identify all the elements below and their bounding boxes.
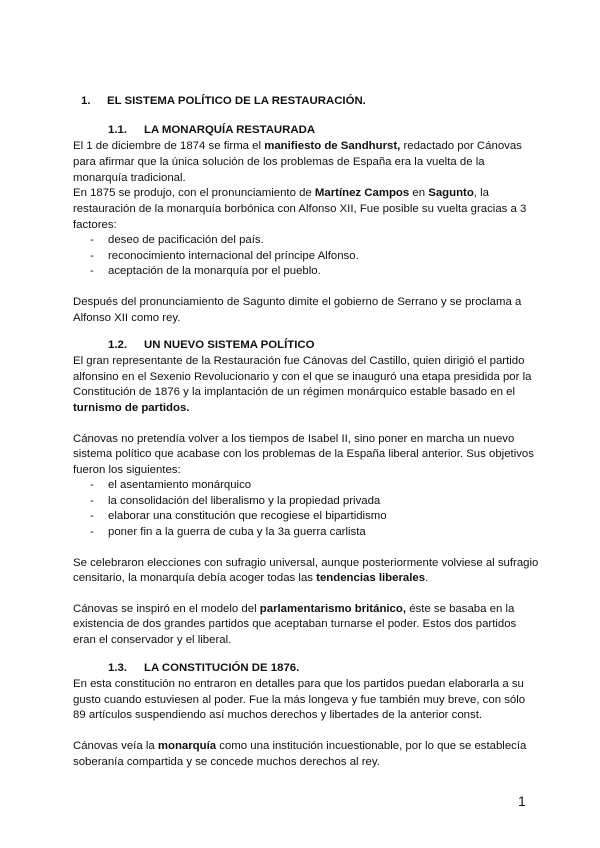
list-item: - el asentamiento monárquico: [90, 479, 252, 491]
paragraph-line: Alfonso XII como rey.: [73, 312, 181, 324]
list-item: - deseo de pacificación del país.: [90, 234, 264, 246]
paragraph-line: sistema político que acabase con los problemas de la España liberal anterior. Sus objetivos: [73, 448, 534, 460]
page-number: 1: [518, 793, 526, 809]
bold-text: Martínez Campos: [314, 187, 410, 199]
paragraph-line: eran el conservador y el liberal.: [73, 634, 232, 646]
paragraph-line: Cánovas no pretendía volver a los tiempos de Isabel II, sino poner en marcha un nuevo: [73, 433, 515, 445]
paragraph-line: restauración de la monarquía borbónica con Alfonso XII, Fue posible su vuelta gracias a 3: [73, 203, 527, 215]
bold-text: tendencias liberales: [316, 572, 426, 584]
main-heading: [81, 95, 366, 107]
paragraph-line: En esta constitución no entraron en detalles para que los partidos puedan elaborarla a su: [73, 678, 524, 690]
paragraph-line: existencia de dos grandes partidos que aceptaban turnarse el poder. Estos dos partidos: [73, 618, 517, 630]
paragraph-line: 89 artículos suspendiendo así muchos derechos y libertades de la anterior const.: [73, 709, 483, 721]
paragraph-line: Después del pronunciamiento de Sagunto dimite el gobierno de Serrano y se proclama a: [73, 296, 522, 308]
bold-text: turnismo de partidos.: [73, 402, 190, 414]
paragraph-line: alfonsino en el Sexenio Revolucionario y con el que se inauguró una etapa presidida por la: [73, 371, 532, 383]
bold-text: manifiesto de Sandhurst,: [264, 140, 401, 152]
section-title: LA MONARQUÍA RESTAURADA: [144, 124, 316, 136]
section-1-3-heading: [108, 662, 299, 674]
paragraph-line: fueron los siguientes:: [73, 464, 181, 476]
section-number: 1.3.: [108, 662, 127, 674]
list-item: - elaborar una constitución que recogiese el bipartidismo: [90, 510, 387, 522]
paragraph-line: [73, 400, 189, 416]
bold-text: monarquía: [157, 740, 217, 752]
section-1-2-heading: [108, 339, 314, 351]
section-title: LA CONSTITUCIÓN DE 1876.: [144, 662, 300, 674]
bold-text: parlamentarismo británico,: [259, 603, 407, 615]
paragraph-line: gusto cuando estuviesen al poder. Fue la más longeva y fue también muy breve, con sólo: [73, 694, 526, 706]
section-1-1-heading: [108, 124, 315, 136]
section-number: 1.1.: [108, 124, 127, 136]
paragraph-line: censitario, la monarquía debía acoger todas las tendencias liberales.: [73, 572, 429, 584]
list-item: - la consolidación del liberalismo y la propiedad privada: [90, 495, 381, 507]
paragraph-line: Cánovas veía la monarquía como una institución incuestionable, por lo que se establecía: [73, 740, 527, 752]
paragraph-line: En 1875 se produjo, con el pronunciamiento de Martínez Campos en Sagunto, la: [73, 187, 489, 199]
bold-text: Sagunto: [428, 187, 474, 199]
main-heading-title: EL SISTEMA POLÍTICO DE LA RESTAURACIÓN.: [107, 95, 366, 107]
list-item: - aceptación de la monarquía por el pueblo.: [90, 265, 321, 277]
paragraph-line: Se celebraron elecciones con sufragio universal, aunque posteriormente volviese al sufragio: [73, 557, 539, 569]
paragraph-line: El 1 de diciembre de 1874 se firma el manifiesto de Sandhurst, redactado por Cánovas: [73, 140, 522, 152]
paragraph-line: monarquía tradicional.: [73, 172, 186, 184]
paragraph-line: Constitución de 1876 y la implantación de un régimen monárquico estable basado en el: [73, 386, 515, 398]
paragraph-line: El gran representante de la Restauración fue Cánovas del Castillo, quien dirigió el partido: [73, 355, 525, 367]
list-item: - reconocimiento internacional del príncipe Alfonso.: [90, 250, 359, 262]
section-title: UN NUEVO SISTEMA POLÍTICO: [144, 339, 315, 351]
section-number: 1.2.: [108, 339, 127, 351]
paragraph-line: factores:: [73, 219, 117, 231]
paragraph-line: soberanía compartida y se concede muchos derechos al rey.: [73, 756, 380, 768]
paragraph-line: Cánovas se inspiró en el modelo del parlamentarismo británico, éste se basaba en la: [73, 603, 515, 615]
paragraph-line: para afirmar que la única solución de los problemas de España era la vuelta de la: [73, 156, 485, 168]
main-heading-number: 1.: [81, 95, 91, 107]
list-item: - poner fin a la guerra de cuba y la 3a guerra carlista: [90, 526, 366, 538]
